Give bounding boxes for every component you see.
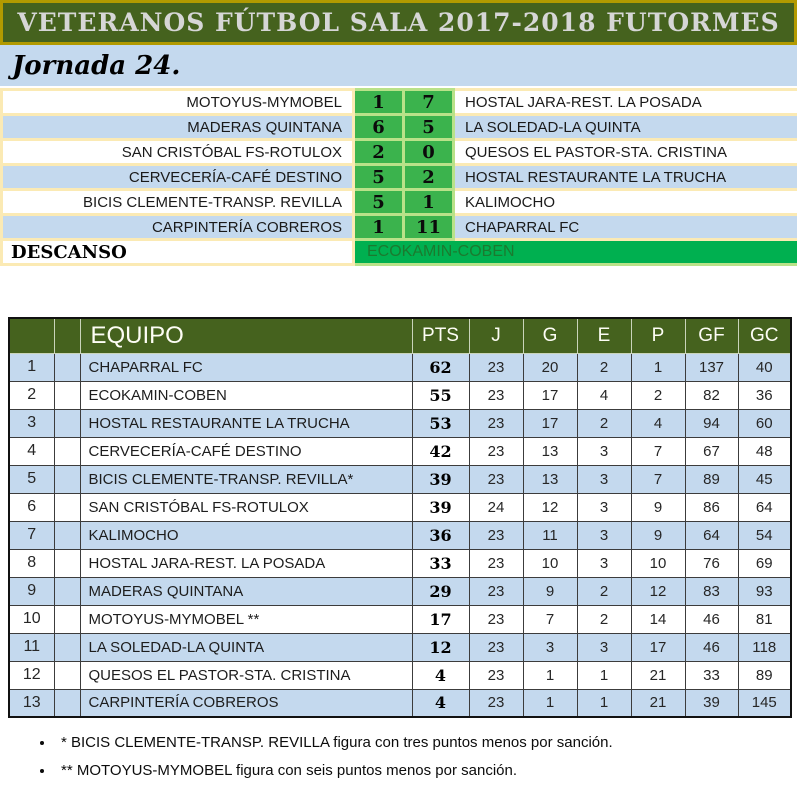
played-value: 23: [469, 353, 523, 381]
descanso-label: DESCANSO: [2, 240, 354, 265]
header-j: J: [469, 318, 523, 353]
goals-against-value: 89: [738, 661, 791, 689]
away-score-cell: 1: [404, 190, 454, 215]
drawn-value: 4: [577, 381, 631, 409]
goals-for-value: 83: [685, 577, 738, 605]
goals-against-value: 81: [738, 605, 791, 633]
goals-against-value: 64: [738, 493, 791, 521]
standings-row: [9, 577, 791, 605]
team-name: MADERAS QUINTANA: [80, 577, 412, 605]
position-value: 8: [9, 549, 54, 577]
goals-for-value: 67: [685, 437, 738, 465]
won-value: 13: [523, 437, 577, 465]
away-score-cell: 5: [404, 115, 454, 140]
standings-row: [9, 381, 791, 409]
match-row: [2, 165, 797, 190]
goals-against-value: 118: [738, 633, 791, 661]
position-value: 9: [9, 577, 54, 605]
won-value: 11: [523, 521, 577, 549]
home-score-cell: 6: [354, 115, 404, 140]
blank-cell: [54, 549, 80, 577]
won-value: 9: [523, 577, 577, 605]
lost-value: 17: [631, 633, 685, 661]
won-value: 1: [523, 689, 577, 717]
goals-against-value: 60: [738, 409, 791, 437]
standings-row: [9, 437, 791, 465]
standings-row: [9, 605, 791, 633]
played-value: 23: [469, 549, 523, 577]
descanso-row: [2, 240, 797, 265]
position-value: 7: [9, 521, 54, 549]
standings-row: [9, 661, 791, 689]
lost-value: 2: [631, 381, 685, 409]
goals-against-value: 45: [738, 465, 791, 493]
points-value: 62: [412, 353, 469, 381]
match-row: [2, 140, 797, 165]
team-name: KALIMOCHO: [80, 521, 412, 549]
team-name: MOTOYUS-MYMOBEL **: [80, 605, 412, 633]
home-score-cell: 2: [354, 140, 404, 165]
jornada-label: Jornada 24.: [12, 50, 181, 81]
home-score-cell: 5: [354, 165, 404, 190]
match-row: [2, 115, 797, 140]
page-title: VETERANOS FÚTBOL SALA 2017-2018 FUTORMES: [17, 8, 780, 37]
goals-for-value: 86: [685, 493, 738, 521]
position-value: 3: [9, 409, 54, 437]
played-value: 23: [469, 661, 523, 689]
away-score-cell: 7: [404, 90, 454, 115]
away-team-name: KALIMOCHO: [454, 190, 797, 215]
position-value: 13: [9, 689, 54, 717]
drawn-value: 3: [577, 465, 631, 493]
points-value: 29: [412, 577, 469, 605]
drawn-value: 1: [577, 661, 631, 689]
header-gf: GF: [685, 318, 738, 353]
drawn-value: 2: [577, 409, 631, 437]
played-value: 23: [469, 409, 523, 437]
lost-value: 12: [631, 577, 685, 605]
goals-against-value: 145: [738, 689, 791, 717]
points-value: 55: [412, 381, 469, 409]
won-value: 20: [523, 353, 577, 381]
goals-against-value: 40: [738, 353, 791, 381]
lost-value: 9: [631, 521, 685, 549]
title-bar: [0, 0, 797, 45]
descanso-body: [2, 240, 797, 265]
won-value: 7: [523, 605, 577, 633]
goals-for-value: 89: [685, 465, 738, 493]
drawn-value: 2: [577, 353, 631, 381]
header-gc: GC: [738, 318, 791, 353]
blank-cell: [54, 493, 80, 521]
drawn-value: 3: [577, 633, 631, 661]
standings-table: [8, 317, 792, 718]
goals-for-value: 46: [685, 605, 738, 633]
won-value: 12: [523, 493, 577, 521]
team-name: HOSTAL RESTAURANTE LA TRUCHA: [80, 409, 412, 437]
lost-value: 4: [631, 409, 685, 437]
blank-cell: [54, 521, 80, 549]
home-team-name: MOTOYUS-MYMOBEL: [2, 90, 354, 115]
away-team-name: QUESOS EL PASTOR-STA. CRISTINA: [454, 140, 797, 165]
away-team-name: CHAPARRAL FC: [454, 215, 797, 240]
header-pts: PTS: [412, 318, 469, 353]
lost-value: 7: [631, 437, 685, 465]
goals-for-value: 94: [685, 409, 738, 437]
standings-row: [9, 493, 791, 521]
footnotes-list: [55, 729, 797, 785]
standings-row: [9, 465, 791, 493]
match-row: [2, 90, 797, 115]
goals-against-value: 36: [738, 381, 791, 409]
drawn-value: 3: [577, 549, 631, 577]
blank-cell: [54, 605, 80, 633]
home-score-cell: 1: [354, 215, 404, 240]
points-value: 42: [412, 437, 469, 465]
standings-row: [9, 521, 791, 549]
standings-row: [9, 549, 791, 577]
results-body: [2, 90, 797, 240]
standings-row: [9, 689, 791, 717]
won-value: 1: [523, 661, 577, 689]
lost-value: 21: [631, 689, 685, 717]
header-position: [9, 318, 54, 353]
match-row: [2, 190, 797, 215]
drawn-value: 3: [577, 493, 631, 521]
goals-against-value: 93: [738, 577, 791, 605]
won-value: 17: [523, 381, 577, 409]
points-value: 12: [412, 633, 469, 661]
blank-cell: [54, 409, 80, 437]
blank-cell: [54, 661, 80, 689]
lost-value: 9: [631, 493, 685, 521]
footnote-item: • ** MOTOYUS-MYMOBEL figura con seis puntos menos por sanción.: [55, 757, 797, 785]
header-equipo: EQUIPO: [80, 318, 412, 353]
position-value: 6: [9, 493, 54, 521]
header-g: G: [523, 318, 577, 353]
lost-value: 1: [631, 353, 685, 381]
standings-header: [9, 318, 791, 353]
drawn-value: 2: [577, 577, 631, 605]
goals-for-value: 64: [685, 521, 738, 549]
results-table: [0, 88, 797, 266]
blank-cell: [54, 437, 80, 465]
goals-against-value: 48: [738, 437, 791, 465]
won-value: 3: [523, 633, 577, 661]
points-value: 4: [412, 689, 469, 717]
descanso-team: ECOKAMIN-COBEN: [354, 240, 797, 265]
won-value: 10: [523, 549, 577, 577]
goals-for-value: 46: [685, 633, 738, 661]
home-score-cell: 1: [354, 90, 404, 115]
points-value: 17: [412, 605, 469, 633]
blank-cell: [54, 689, 80, 717]
team-name: LA SOLEDAD-LA QUINTA: [80, 633, 412, 661]
team-name: CERVECERÍA-CAFÉ DESTINO: [80, 437, 412, 465]
team-name: SAN CRISTÓBAL FS-ROTULOX: [80, 493, 412, 521]
home-team-name: MADERAS QUINTANA: [2, 115, 354, 140]
position-value: 12: [9, 661, 54, 689]
home-team-name: CARPINTERÍA COBREROS: [2, 215, 354, 240]
goals-for-value: 39: [685, 689, 738, 717]
lost-value: 21: [631, 661, 685, 689]
points-value: 33: [412, 549, 469, 577]
standings-row: [9, 353, 791, 381]
blank-cell: [54, 465, 80, 493]
goals-for-value: 33: [685, 661, 738, 689]
blank-cell: [54, 577, 80, 605]
goals-for-value: 137: [685, 353, 738, 381]
header-e: E: [577, 318, 631, 353]
goals-for-value: 82: [685, 381, 738, 409]
position-value: 10: [9, 605, 54, 633]
played-value: 23: [469, 437, 523, 465]
won-value: 17: [523, 409, 577, 437]
jornada-band: [0, 45, 797, 86]
drawn-value: 3: [577, 437, 631, 465]
lost-value: 14: [631, 605, 685, 633]
header-blank: [54, 318, 80, 353]
drawn-value: 3: [577, 521, 631, 549]
team-name: CHAPARRAL FC: [80, 353, 412, 381]
played-value: 23: [469, 577, 523, 605]
standings-header-row: [9, 318, 791, 353]
played-value: 23: [469, 465, 523, 493]
standings-row: [9, 409, 791, 437]
team-name: QUESOS EL PASTOR-STA. CRISTINA: [80, 661, 412, 689]
position-value: 5: [9, 465, 54, 493]
header-p: P: [631, 318, 685, 353]
home-team-name: SAN CRISTÓBAL FS-ROTULOX: [2, 140, 354, 165]
drawn-value: 2: [577, 605, 631, 633]
position-value: 4: [9, 437, 54, 465]
goals-for-value: 76: [685, 549, 738, 577]
away-score-cell: 0: [404, 140, 454, 165]
blank-cell: [54, 353, 80, 381]
away-score-cell: 11: [404, 215, 454, 240]
played-value: 23: [469, 605, 523, 633]
team-name: HOSTAL JARA-REST. LA POSADA: [80, 549, 412, 577]
team-name: ECOKAMIN-COBEN: [80, 381, 412, 409]
goals-against-value: 54: [738, 521, 791, 549]
played-value: 23: [469, 381, 523, 409]
team-name: CARPINTERÍA COBREROS: [80, 689, 412, 717]
away-score-cell: 2: [404, 165, 454, 190]
points-value: 36: [412, 521, 469, 549]
played-value: 23: [469, 521, 523, 549]
blank-cell: [54, 381, 80, 409]
team-name: BICIS CLEMENTE-TRANSP. REVILLA*: [80, 465, 412, 493]
lost-value: 10: [631, 549, 685, 577]
home-team-name: CERVECERÍA-CAFÉ DESTINO: [2, 165, 354, 190]
points-value: 53: [412, 409, 469, 437]
points-value: 39: [412, 493, 469, 521]
played-value: 24: [469, 493, 523, 521]
played-value: 23: [469, 689, 523, 717]
away-team-name: HOSTAL RESTAURANTE LA TRUCHA: [454, 165, 797, 190]
home-score-cell: 5: [354, 190, 404, 215]
position-value: 11: [9, 633, 54, 661]
won-value: 13: [523, 465, 577, 493]
points-value: 4: [412, 661, 469, 689]
match-row: [2, 215, 797, 240]
position-value: 1: [9, 353, 54, 381]
away-team-name: LA SOLEDAD-LA QUINTA: [454, 115, 797, 140]
drawn-value: 1: [577, 689, 631, 717]
position-value: 2: [9, 381, 54, 409]
goals-against-value: 69: [738, 549, 791, 577]
lost-value: 7: [631, 465, 685, 493]
blank-cell: [54, 633, 80, 661]
home-team-name: BICIS CLEMENTE-TRANSP. REVILLA: [2, 190, 354, 215]
standings-body: [9, 353, 791, 717]
standings-row: [9, 633, 791, 661]
away-team-name: HOSTAL JARA-REST. LA POSADA: [454, 90, 797, 115]
points-value: 39: [412, 465, 469, 493]
played-value: 23: [469, 633, 523, 661]
footnote-item: • * BICIS CLEMENTE-TRANSP. REVILLA figura con tres puntos menos por sanción.: [55, 729, 797, 757]
